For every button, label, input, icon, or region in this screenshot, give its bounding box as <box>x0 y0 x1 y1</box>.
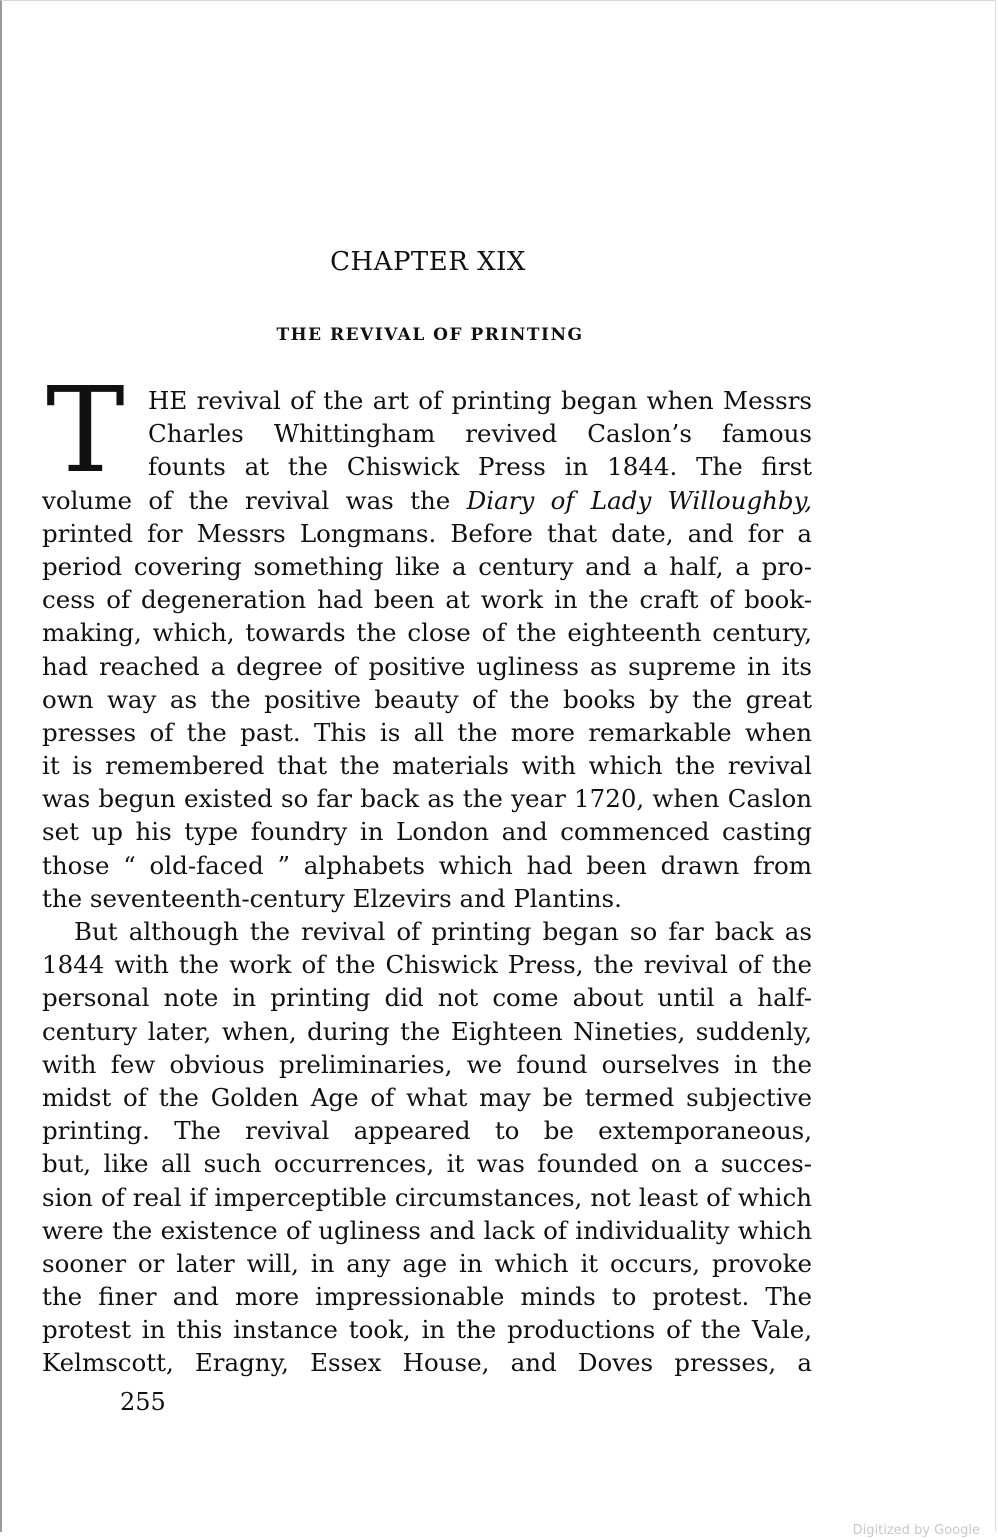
text-line: it is remembered that the materials with which the revival <box>42 751 812 781</box>
drop-cap: T <box>46 361 125 499</box>
text-line: own way as the positive beauty of the books by the great <box>42 684 812 714</box>
text-line: cess of degeneration had been at work in the craft of book- <box>42 585 812 615</box>
text-line: printing. The revival appeared to be extemporaneous, <box>42 1116 812 1146</box>
text-line: sion of real if imperceptible circumstances, not least of which <box>42 1182 812 1212</box>
text-line: sooner or later will, in any age in which it occurs, provoke <box>42 1248 812 1278</box>
text-line: But although the revival of printing began so far back as <box>74 917 812 946</box>
watermark: Digitized by Google <box>852 1523 980 1538</box>
text-line: those “ old-faced ” alphabets which had been drawn from <box>42 850 812 880</box>
text-line: set up his type foundry in London and commenced casting <box>42 817 812 847</box>
text-line: century later, when, during the Eighteen Nineties, suddenly, <box>42 1016 812 1046</box>
text-line: 1844 with the work of the Chiswick Press, the revival of the <box>42 950 812 980</box>
text-line: were the existence of ugliness and lack of individuality which <box>42 1215 812 1245</box>
text-line: period covering something like a century and a half, a pro- <box>42 551 812 581</box>
chapter-title: THE REVIVAL OF PRINTING <box>276 325 584 345</box>
text-line: presses of the past. This is all the more remarkable when <box>42 717 812 747</box>
book-title-italic: Diary of Lady Willoughby, <box>466 485 812 515</box>
text-line: with few obvious preliminaries, we found ourselves in the <box>42 1049 812 1079</box>
text-line: but, like all such occurrences, it was founded on a succes- <box>42 1149 812 1179</box>
text-line: founts at the Chiswick Press in 1844. The first <box>148 452 812 482</box>
text-line: making, which, towards the close of the eighteenth century, <box>42 618 812 648</box>
text-line: protest in this instance took, in the productions of the Vale, <box>42 1315 812 1345</box>
text-line <box>42 484 812 517</box>
page-number: 255 <box>120 1388 166 1416</box>
text-line: HE revival of the art of printing began when Messrs <box>148 386 812 415</box>
text-line: personal note in printing did not come about until a half- <box>42 983 812 1013</box>
text-line: midst of the Golden Age of what may be termed subjective <box>42 1082 812 1112</box>
text-line: Kelmscott, Eragny, Essex House, and Doves presses, a <box>42 1348 812 1378</box>
text-line: had reached a degree of positive ugliness as supreme in its <box>42 651 812 681</box>
chapter-heading: CHAPTER XIX <box>330 247 526 277</box>
text-segment: volume of the revival was the <box>42 485 467 515</box>
body-text <box>42 384 812 1380</box>
text-line: the seventeenth-century Elzevirs and Plantins. <box>42 883 622 913</box>
text-line: the finer and more impressionable minds to protest. The <box>42 1282 812 1312</box>
text-line: was begun existed so far back as the year 1720, when Caslon <box>42 784 812 814</box>
text-line: printed for Messrs Longmans. Before that date, and for a <box>42 518 812 548</box>
text-line: Charles Whittingham revived Caslon’s famous <box>148 419 812 449</box>
